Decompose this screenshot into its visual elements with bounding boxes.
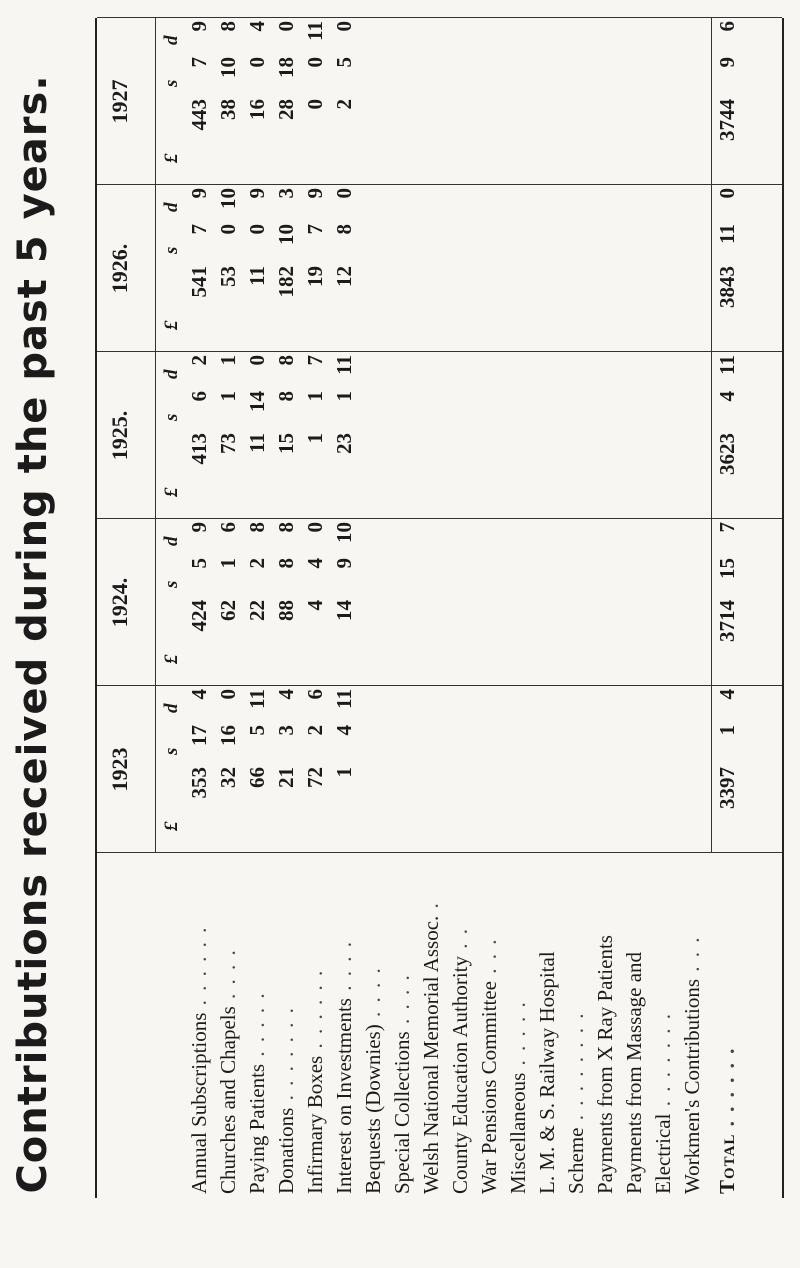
row-label-text: Payments from Massage and — [622, 951, 646, 1194]
contributions-table — [95, 18, 784, 1198]
unit-shillings: s — [161, 79, 182, 87]
leader-dots: . . . . . — [506, 1000, 530, 1073]
pence-cell: 3 — [274, 188, 298, 199]
unit-shillings: s — [161, 246, 182, 254]
shillings-cell: 0 — [245, 57, 269, 68]
pounds-cell: 14 — [332, 600, 356, 621]
column-rule — [97, 184, 782, 185]
shillings-cell: 11 — [715, 224, 739, 244]
pounds-cell: 23 — [332, 433, 356, 454]
unit-pounds: £ — [161, 654, 182, 664]
year-header-4: 1926. — [107, 243, 132, 294]
column-rule — [97, 351, 782, 352]
table-row — [361, 18, 388, 1198]
pounds-cell: 3744 — [715, 99, 739, 141]
pence-cell: 6 — [715, 21, 739, 32]
table-row — [216, 18, 243, 1198]
pence-cell: 0 — [216, 689, 240, 700]
pounds-cell: 11 — [245, 433, 269, 453]
column-rule — [97, 17, 782, 18]
table-row — [477, 18, 504, 1198]
pence-cell: 0 — [274, 21, 298, 32]
pence-cell: 11 — [715, 355, 739, 375]
pounds-cell: 2 — [332, 99, 356, 110]
unit-shillings: s — [161, 580, 182, 588]
shillings-cell: 8 — [274, 391, 298, 402]
shillings-cell: 16 — [216, 725, 240, 746]
leader-dots: . . . — [477, 937, 501, 982]
pence-cell: 10 — [332, 522, 356, 543]
row-label — [361, 859, 386, 1194]
unit-pence: d — [161, 369, 182, 379]
row-label-text: Scheme — [564, 1127, 588, 1194]
pounds-cell: 72 — [303, 767, 327, 788]
table-row — [390, 18, 417, 1198]
pence-cell: 7 — [303, 355, 327, 366]
pounds-cell: 11 — [245, 266, 269, 286]
pounds-cell: 413 — [187, 433, 211, 465]
shillings-cell: 5 — [187, 558, 211, 569]
shillings-cell: 2 — [303, 725, 327, 736]
column-rule — [97, 518, 782, 519]
pounds-cell: 28 — [274, 99, 298, 120]
row-label-text: Infirmary Boxes — [303, 1055, 327, 1194]
shillings-cell: 15 — [715, 558, 739, 579]
year-header-1: 1923 — [107, 747, 132, 792]
row-label — [715, 859, 740, 1194]
leader-dots: . . . . — [332, 940, 356, 999]
leader-dots: . . . . — [361, 966, 385, 1025]
shillings-cell: 4 — [715, 391, 739, 402]
unit-pounds: £ — [161, 487, 182, 497]
pounds-cell: 0 — [303, 99, 327, 110]
pounds-cell: 424 — [187, 600, 211, 632]
year-header-row — [97, 18, 155, 1198]
shillings-cell: 7 — [187, 57, 211, 68]
pounds-cell: 1 — [332, 767, 356, 778]
pence-cell: 7 — [715, 522, 739, 533]
leader-dots: . . . . . . . — [274, 1006, 298, 1108]
pence-cell: 0 — [332, 188, 356, 199]
pence-cell: 0 — [245, 355, 269, 366]
pence-cell: 11 — [245, 689, 269, 709]
row-label — [448, 859, 473, 1194]
column-rule — [97, 685, 782, 686]
shillings-cell: 10 — [216, 57, 240, 78]
total-row — [715, 18, 742, 1198]
row-label-text: War Pensions Committee — [477, 981, 501, 1194]
row-label — [419, 859, 444, 1194]
pence-cell: 8 — [245, 522, 269, 533]
table-row — [622, 18, 649, 1198]
table-row — [187, 18, 214, 1198]
row-label-text: Special Collections — [390, 1031, 414, 1194]
leader-dots: . — [419, 901, 443, 916]
row-label — [622, 859, 647, 1194]
year-header-2: 1924. — [107, 577, 132, 628]
row-label-text: Paying Patients — [245, 1063, 269, 1194]
leader-dots: . . . . . — [245, 991, 269, 1064]
shillings-cell: 1 — [715, 725, 739, 736]
pence-cell: 4 — [187, 689, 211, 700]
pounds-cell: 12 — [332, 266, 356, 287]
shillings-cell: 17 — [187, 725, 211, 746]
column-rule — [97, 852, 782, 853]
pounds-cell: 16 — [245, 99, 269, 120]
page-title: Contributions received during the past 5 years. — [10, 74, 56, 1194]
shillings-cell: 1 — [216, 391, 240, 402]
pence-cell: 2 — [187, 355, 211, 366]
pounds-cell: 66 — [245, 767, 269, 788]
shillings-cell: 2 — [245, 558, 269, 569]
pence-cell: 11 — [332, 355, 356, 375]
pounds-cell: 38 — [216, 99, 240, 120]
pounds-cell: 15 — [274, 433, 298, 454]
row-label — [390, 859, 415, 1194]
table-row — [419, 18, 446, 1198]
leader-dots: . . — [448, 927, 472, 957]
table-row — [680, 18, 707, 1198]
shillings-cell: 3 — [274, 725, 298, 736]
row-label-text: L. M. & S. Railway Hospital — [535, 951, 559, 1194]
pence-cell: 4 — [274, 689, 298, 700]
unit-pence: d — [161, 202, 182, 212]
pence-cell: 9 — [187, 21, 211, 32]
row-label — [535, 859, 560, 1194]
row-label — [303, 859, 328, 1194]
pence-cell: 8 — [216, 21, 240, 32]
row-label-text: Workmen's Contributions — [680, 978, 704, 1194]
pence-cell: 6 — [216, 522, 240, 533]
table-row — [535, 18, 562, 1198]
row-label-text: Welsh National Memorial Assoc. — [419, 915, 443, 1194]
pounds-cell: 19 — [303, 266, 327, 287]
shillings-cell: 9 — [715, 57, 739, 68]
row-label — [506, 859, 531, 1194]
pounds-cell: 3843 — [715, 266, 739, 308]
shillings-cell: 8 — [274, 558, 298, 569]
pence-cell: 9 — [187, 522, 211, 533]
leader-dots: . . . . — [216, 948, 240, 1007]
table-row — [564, 18, 591, 1198]
table-row — [274, 18, 301, 1198]
row-label — [216, 859, 241, 1194]
pence-cell: 4 — [245, 21, 269, 32]
unit-pounds: £ — [161, 153, 182, 163]
pounds-cell: 353 — [187, 767, 211, 799]
shillings-cell: 0 — [216, 224, 240, 235]
pounds-cell: 3397 — [715, 767, 739, 809]
pence-cell: 9 — [187, 188, 211, 199]
unit-shillings: s — [161, 747, 182, 755]
pence-cell: 0 — [303, 522, 327, 533]
row-label — [680, 859, 705, 1194]
shillings-cell: 7 — [303, 224, 327, 235]
row-label-text: Churches and Chapels — [216, 1006, 240, 1194]
row-label — [187, 859, 212, 1194]
unit-shillings: s — [161, 413, 182, 421]
row-label-text: Electrical — [651, 1113, 675, 1194]
shillings-cell: 5 — [245, 725, 269, 736]
pounds-cell: 62 — [216, 600, 240, 621]
shillings-cell: 1 — [303, 391, 327, 402]
leader-dots: . . . . . . — [303, 968, 327, 1056]
leader-dots: . . . . . . — [187, 925, 211, 1013]
pounds-cell: 3623 — [715, 433, 739, 475]
row-label-text: Total — [715, 1133, 739, 1194]
year-header-5: 1927 — [107, 79, 132, 124]
table-row — [332, 18, 359, 1198]
units-row — [161, 18, 185, 1198]
shillings-cell: 8 — [332, 224, 356, 235]
pounds-cell: 22 — [245, 600, 269, 621]
pence-cell: 0 — [715, 188, 739, 199]
row-label-text: Interest on Investments — [332, 998, 356, 1194]
pounds-cell: 21 — [274, 767, 298, 788]
header-rule — [155, 18, 156, 853]
shillings-cell: 18 — [274, 57, 298, 78]
total-rule — [711, 18, 712, 853]
leader-dots: . . . . — [390, 973, 414, 1032]
row-label-text: Annual Subscriptions — [187, 1012, 211, 1194]
unit-pounds: £ — [161, 320, 182, 330]
row-label-text: Miscellaneous — [506, 1072, 530, 1194]
shillings-cell: 4 — [303, 558, 327, 569]
pounds-cell: 88 — [274, 600, 298, 621]
shillings-cell: 14 — [245, 391, 269, 412]
table-row — [651, 18, 678, 1198]
pence-cell: 8 — [274, 355, 298, 366]
year-header-3: 1925. — [107, 410, 132, 461]
row-label-text: County Education Authority — [448, 956, 472, 1194]
shillings-cell: 6 — [187, 391, 211, 402]
pounds-cell: 443 — [187, 99, 211, 131]
table-row — [245, 18, 272, 1198]
row-label — [593, 859, 618, 1194]
pence-cell: 10 — [216, 188, 240, 209]
pounds-cell: 73 — [216, 433, 240, 454]
shillings-cell: 0 — [303, 57, 327, 68]
pounds-cell: 53 — [216, 266, 240, 287]
pence-cell: 1 — [216, 355, 240, 366]
row-label — [564, 859, 589, 1194]
shillings-cell: 9 — [332, 558, 356, 569]
pence-cell: 8 — [274, 522, 298, 533]
pence-cell: 9 — [245, 188, 269, 199]
row-label — [651, 859, 676, 1194]
row-label — [245, 859, 270, 1194]
row-label-text: Bequests (Downies) — [361, 1024, 385, 1194]
pence-cell: 4 — [715, 689, 739, 700]
pounds-cell: 1 — [303, 433, 327, 444]
pence-cell: 0 — [332, 21, 356, 32]
pence-cell: 6 — [303, 689, 327, 700]
pounds-cell: 541 — [187, 266, 211, 298]
leader-dots: . . . — [680, 935, 704, 979]
pounds-cell: 32 — [216, 767, 240, 788]
table-row — [448, 18, 475, 1198]
table-row — [303, 18, 330, 1198]
shillings-cell: 4 — [332, 725, 356, 736]
pounds-cell: 3714 — [715, 600, 739, 642]
unit-pounds: £ — [161, 821, 182, 831]
shillings-cell: 1 — [216, 558, 240, 569]
unit-pence: d — [161, 536, 182, 546]
row-label-text: Donations — [274, 1107, 298, 1194]
shillings-cell: 0 — [245, 224, 269, 235]
pounds-cell: 4 — [303, 600, 327, 611]
leader-dots: . . . . . . — [715, 1046, 739, 1134]
pence-cell: 11 — [332, 689, 356, 709]
shillings-cell: 7 — [187, 224, 211, 235]
row-label — [274, 859, 299, 1194]
row-label — [477, 859, 502, 1194]
pence-cell: 11 — [303, 21, 327, 41]
unit-pence: d — [161, 35, 182, 45]
shillings-cell: 1 — [332, 391, 356, 402]
unit-pence: d — [161, 703, 182, 713]
pounds-cell: 182 — [274, 266, 298, 298]
row-label — [332, 859, 357, 1194]
shillings-cell: 5 — [332, 57, 356, 68]
leader-dots: . . . . . . . . — [564, 1011, 588, 1128]
row-label-text: Payments from X Ray Patients — [593, 935, 617, 1194]
leader-dots: . . . . . . . — [651, 1012, 675, 1114]
shillings-cell: 10 — [274, 224, 298, 245]
pence-cell: 9 — [303, 188, 327, 199]
table-row — [593, 18, 620, 1198]
table-row — [506, 18, 533, 1198]
